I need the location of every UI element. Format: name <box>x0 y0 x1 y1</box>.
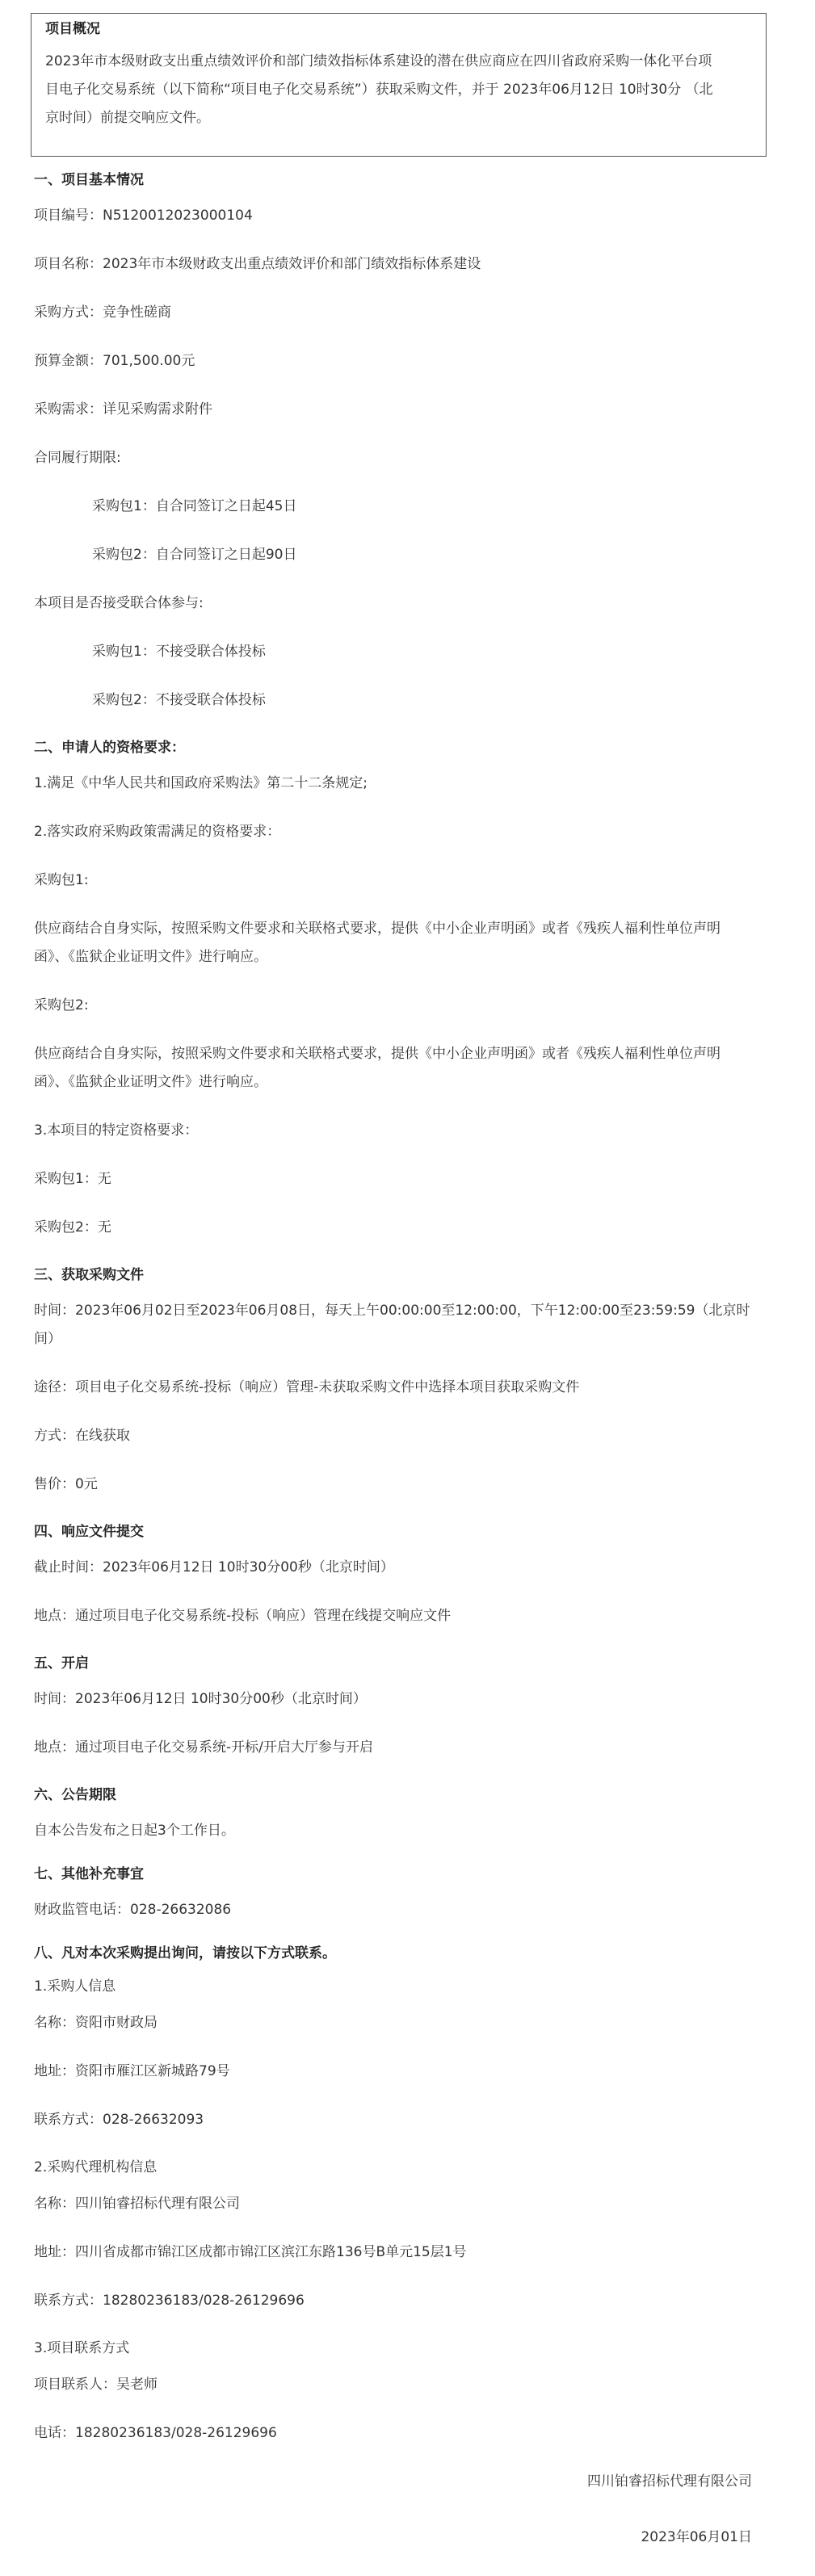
footer-company: 四川铂睿招标代理有限公司 <box>587 2473 752 2490</box>
opening-location: 地点：通过项目电子化交易系统-开标/开启大厅参与开启 <box>34 1739 373 1756</box>
project-name: 项目名称：2023年市本级财政支出重点绩效评价和部门绩效指标体系建设 <box>34 256 481 272</box>
acquire-time-line-1: 时间：2023年06月02日至2023年06月08日，每天上午00:00:00至12:00:00，下午12:00:00至23:59:59（北京时 <box>34 1303 750 1319</box>
qualification-pkg1-line-1: 供应商结合自身实际，按照采购文件要求和关联格式要求，提供《中小企业声明函》或者《残疾人福利性单位声明 <box>34 921 720 937</box>
consortium-pkg2: 采购包2：不接受联合体投标 <box>92 692 266 708</box>
announcement-period: 自本公告发布之日起3个工作日。 <box>34 1823 235 1839</box>
qualification-req-1: 1.满足《中华人民共和国政府采购法》第二十二条规定; <box>34 775 368 791</box>
consortium-pkg1: 采购包1：不接受联合体投标 <box>92 644 266 660</box>
acquire-time-line-2: 间） <box>34 1331 61 1347</box>
contract-period-label: 合同履行期限: <box>34 450 121 466</box>
qualification-pkg1-label: 采购包1: <box>34 872 89 888</box>
qualification-pkg2-line-1: 供应商结合自身实际，按照采购文件要求和关联格式要求，提供《中小企业声明函》或者《残疾人福利性单位声明 <box>34 1046 720 1062</box>
special-req-pkg2: 采购包2：无 <box>34 1219 111 1236</box>
buyer-contact: 联系方式：028-26632093 <box>34 2112 204 2128</box>
special-req-pkg1: 采购包1：无 <box>34 1171 111 1187</box>
budget-amount: 预算金额：701,500.00元 <box>34 353 195 369</box>
footer-date: 2023年06月01日 <box>641 2529 752 2545</box>
section-1-heading: 一、项目基本情况 <box>34 172 144 188</box>
qualification-req-3: 3.本项目的特定资格要求： <box>34 1122 199 1139</box>
agent-address: 地址：四川省成都市锦江区成都市锦江区滨江东路136号B单元15层1号 <box>34 2244 467 2260</box>
agent-name: 名称：四川铂睿招标代理有限公司 <box>34 2196 240 2212</box>
opening-time: 时间：2023年06月12日 10时30分00秒（北京时间） <box>34 1691 367 1707</box>
agent-contact: 联系方式：18280236183/028-26129696 <box>34 2293 305 2309</box>
buyer-info-label: 1.采购人信息 <box>34 1978 116 1995</box>
section-4-heading: 四、响应文件提交 <box>34 1524 144 1540</box>
qualification-pkg1-line-2: 函》、《监狱企业证明文件》进行响应。 <box>34 949 267 965</box>
overview-line-2: 目电子化交易系统（以下简称“项目电子化交易系统”）获取采购文件，并于 2023年06月12日 10时30分 （北 <box>45 82 713 98</box>
qualification-pkg2-line-2: 函》、《监狱企业证明文件》进行响应。 <box>34 1074 267 1090</box>
section-7-heading: 七、其他补充事宜 <box>34 1866 144 1882</box>
project-contact-label: 3.项目联系方式 <box>34 2340 130 2356</box>
contract-period-pkg1: 采购包1：自合同签订之日起45日 <box>92 498 297 514</box>
overview-line-3: 京时间）前提交响应文件。 <box>45 110 210 126</box>
section-5-heading: 五、开启 <box>34 1655 89 1672</box>
procurement-requirement: 采购需求：详见采购需求附件 <box>34 401 212 417</box>
section-3-heading: 三、获取采购文件 <box>34 1267 144 1283</box>
acquire-method: 方式：在线获取 <box>34 1428 130 1444</box>
buyer-address: 地址：资阳市雁江区新城路79号 <box>34 2063 230 2079</box>
supervision-phone: 财政监管电话：028-26632086 <box>34 1902 232 1918</box>
project-contact-phone: 电话：18280236183/028-26129696 <box>34 2425 277 2441</box>
section-2-heading: 二、申请人的资格要求： <box>34 740 185 756</box>
submission-deadline: 截止时间：2023年06月12日 10时30分00秒（北京时间） <box>34 1559 394 1575</box>
qualification-pkg2-label: 采购包2: <box>34 997 89 1013</box>
section-8-heading: 八、凡对本次采购提出询问，请按以下方式联系。 <box>34 1945 336 1961</box>
project-contact-person: 项目联系人：吴老师 <box>34 2377 158 2393</box>
overview-line-1: 2023年市本级财政支出重点绩效评价和部门绩效指标体系建设的潜在供应商应在四川省政府采购一体化平台项 <box>45 53 712 69</box>
acquire-channel: 途径：项目电子化交易系统-投标（响应）管理-未获取采购文件中选择本项目获取采购文件 <box>34 1379 580 1395</box>
contract-period-pkg2: 采购包2：自合同签订之日起90日 <box>92 547 297 563</box>
agent-info-label: 2.采购代理机构信息 <box>34 2159 158 2175</box>
section-6-heading: 六、公告期限 <box>34 1787 116 1803</box>
acquire-price: 售价：0元 <box>34 1476 98 1492</box>
submission-location: 地点：通过项目电子化交易系统-投标（响应）管理在线提交响应文件 <box>34 1608 452 1624</box>
procurement-method: 采购方式：竞争性磋商 <box>34 304 171 321</box>
consortium-label: 本项目是否接受联合体参与: <box>34 595 204 611</box>
buyer-name: 名称：资阳市财政局 <box>34 2015 158 2031</box>
overview-title: 项目概况 <box>45 21 100 37</box>
qualification-req-2: 2.落实政府采购政策需满足的资格要求： <box>34 824 281 840</box>
project-number: 项目编号：N5120012023000104 <box>34 208 253 224</box>
